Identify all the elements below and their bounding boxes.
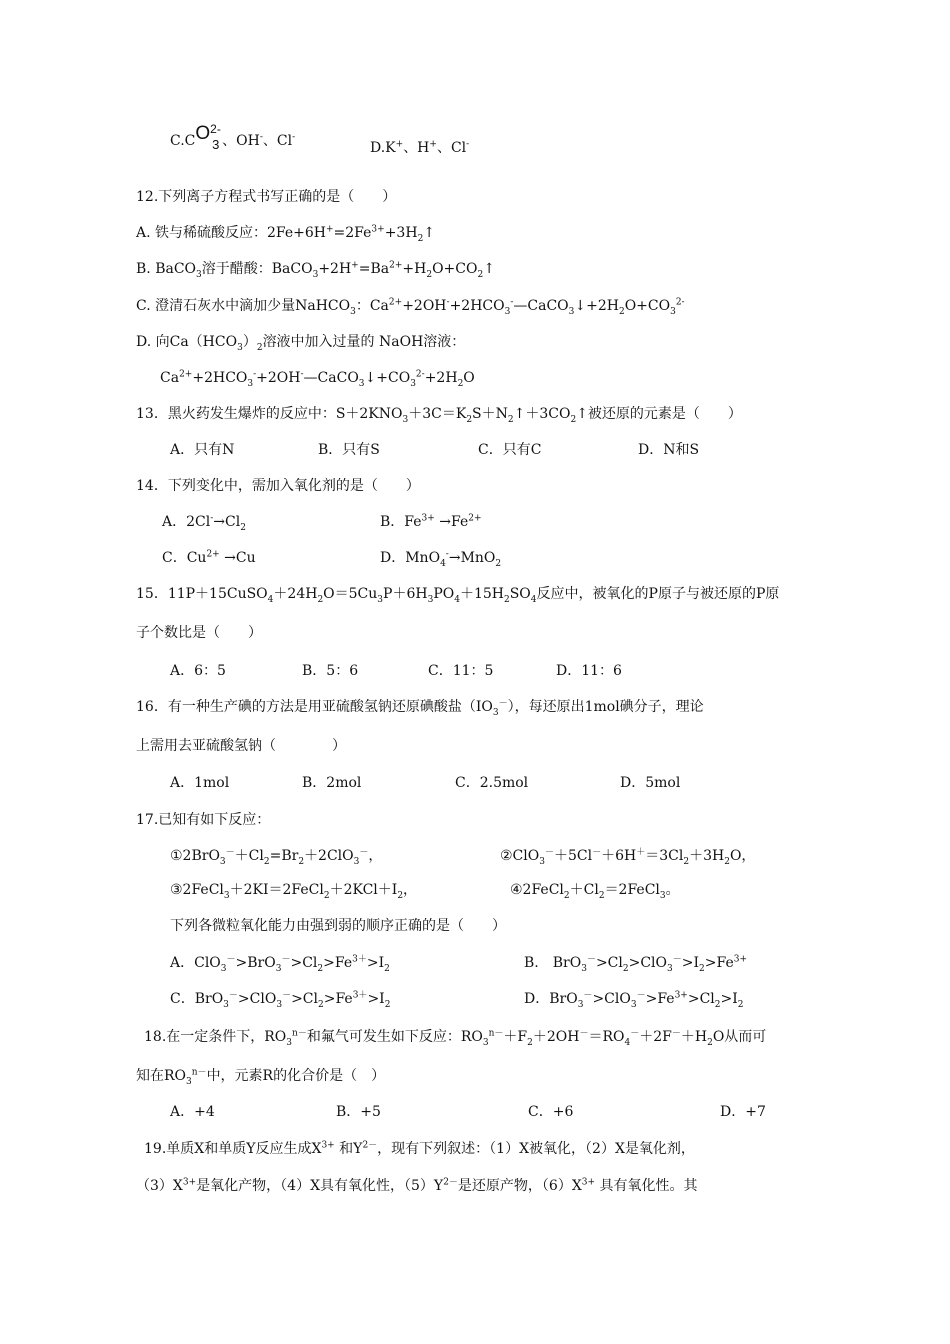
q17-question: 下列各微粒氧化能力由强到弱的顺序正确的是（ ） [170, 918, 506, 934]
q17-option-d: D．$BrO_3^->ClO_3^->Fe^{3+}>Cl_2>I_2$ [524, 990, 744, 1010]
q14-option-d: D．MnO$_4$-→MnO$_2$ [380, 549, 502, 569]
q17-reaction-1: $①2BrO_3^-+Cl_2=Br_2+2ClO_3^-$， [170, 847, 383, 867]
q19-stem: 19.单质X和单质Y反应生成$X^{3+}$ 和$Y^{2-}$，现有下列叙述：（1）X被氧化，（2）X是氧化剂， [144, 1140, 695, 1157]
q16-option-a: A．1mol [170, 775, 230, 791]
q16-option-b: B．2mol [302, 775, 362, 791]
q16-option-d: D．5mol [620, 775, 681, 791]
q15-option-b: B．5：6 [302, 663, 359, 679]
q15-stem-cont: 子个数比是（ ） [136, 625, 262, 641]
q14-option-b: B．$Fe^{3+} \to Fe^{2+}$ [380, 513, 482, 530]
q13-stem: 13．黑火药发生爆炸的反应中：$S+2KNO_3+3C=K_2S+N_2↑+3CO_2↑$被还原的元素是（ ） [136, 406, 742, 425]
q11-option-c: C.CO 2- 3 、OH-、Cl- [170, 122, 296, 152]
q18-option-a: A．+4 [170, 1104, 215, 1120]
q12-option-b: B. BaCO$_3$溶于醋酸：$BaCO_3+2H^+=Ba^{2+}+H_2O+CO_2↑$ [136, 260, 495, 280]
q12-option-c: C. 澄清石灰水中滴加少量NaHCO$_3$：$Ca^{2+}+2OH^-+2HCO_3^-—CaCO_3↓+2H_2O+CO_3^{2-}$ [136, 297, 685, 317]
q15-option-a: A．6：5 [170, 663, 226, 679]
q18-option-b: B．+5 [336, 1104, 381, 1120]
q12-stem: 12.下列离子方程式书写正确的是（ ） [136, 189, 397, 205]
q17-stem: 17.已知有如下反应： [136, 812, 271, 828]
q12-option-d-equation: $Ca^{2+}+2HCO_3^-+2OH^-—CaCO_3↓+CO_3^{2-}+2H_2O$ [160, 369, 475, 389]
q17-option-a: A．$ClO_3^->BrO_3^->Cl_2>Fe^{3+}>I_2$ [170, 954, 390, 974]
q12-option-d: D. 向$Ca(HCO_3)_2$溶液中加入过量的 NaOH溶液： [136, 334, 466, 353]
q15-option-d: D．11：6 [556, 663, 622, 679]
q15-option-c: C．11：5 [428, 663, 494, 679]
q17-reaction-4: $④2FeCl_2+Cl_2=2FeCl_3$。 [510, 882, 680, 901]
q13-option-d: D．N和S [638, 442, 700, 458]
q14-option-a: A．$2Cl^-\to Cl_2$ [162, 513, 246, 533]
q16-stem-cont: 上需用去亚硫酸氢钠（ ） [136, 738, 346, 754]
q13-option-b: B．只有S [318, 442, 380, 458]
q17-option-c: C．$BrO_3^->ClO_3^->Cl_2>Fe^{3+}>I_2$ [170, 990, 391, 1010]
q17-reaction-2: $②ClO_3^-+5Cl^-+6H^+=3Cl_2+3H_2O$， [500, 847, 756, 867]
q16-stem: 16．有一种生产碘的方法是用亚硫酸氢钠还原碘酸盐$(IO_3^-)$，每还原出1mol碘分子，理论 [136, 698, 704, 718]
q17-option-b: B. $BrO_3^->Cl_2>ClO_3^->I_2>Fe^{3+}$ [524, 954, 748, 974]
q18-stem: 18.在一定条件下，$RO_3^{n-}$和氟气可发生如下反应：$RO_3^{n-}+F_2+2OH^-=RO_4^-+2F^-+H_2O$从而可 [144, 1028, 767, 1048]
q11-option-d: D.K+、H+、Cl- [370, 139, 470, 156]
q18-option-c: C．+6 [528, 1104, 574, 1120]
q13-option-c: C．只有C [478, 442, 542, 458]
q16-option-c: C．2.5mol [455, 775, 529, 791]
q14-stem: 14．下列变化中，需加入氧化剂的是（ ） [136, 478, 420, 494]
q14-option-c: C．$Cu^{2+} \to Cu$ [162, 549, 256, 566]
q18-stem-cont: 知在$RO_3^{n-}$中，元素R的化合价是（ ） [136, 1067, 386, 1087]
q17-reaction-3: $③2FeCl_3+2KI=2FeCl_2+2KCl+I_2$， [170, 882, 418, 901]
q13-option-a: A．只有N [170, 442, 235, 458]
q19-stem-cont: $(3)X^{3+}$是氧化产物，（4）X具有氧化性，$(5)Y^{2-}$是还原产物，$(6)X^{3+}$ 具有氧化性。其 [136, 1177, 698, 1194]
q12-option-a: A. 铁与稀硫酸反应：$2Fe+6H^+=2Fe^{3+}+3H_2↑$ [136, 224, 436, 244]
q18-option-d: D．+7 [720, 1104, 766, 1120]
q15-stem: 15．$11P+15CuSO_4+24H_2O=5Cu_3P+6H_3PO_4+15H_2SO_4$反应中，被氧化的P原子与被还原的P原 [136, 586, 780, 605]
